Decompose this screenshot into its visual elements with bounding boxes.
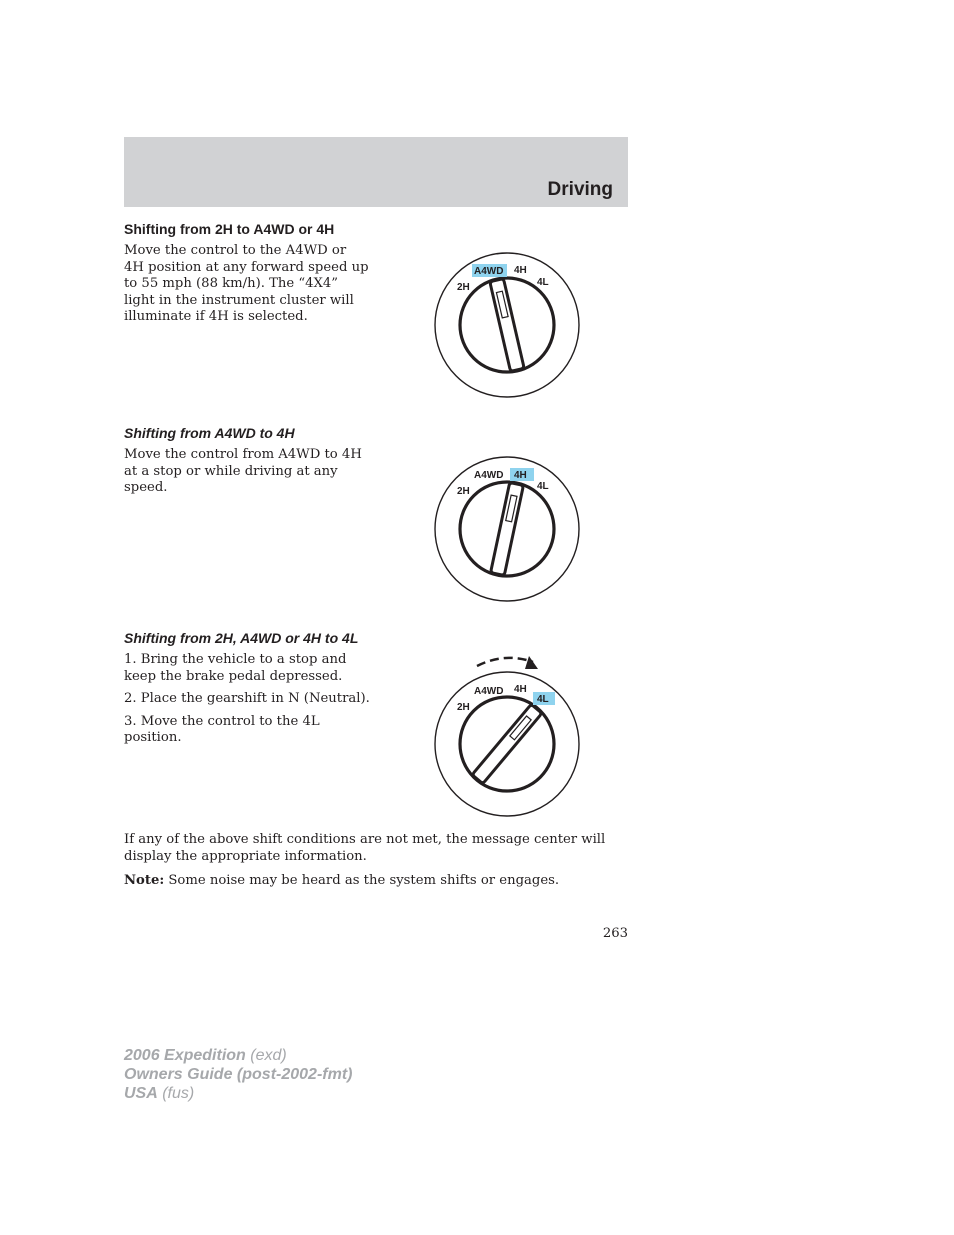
text-line: If any of the above shift conditions are not met, the message center will: [124, 832, 606, 847]
footer-region: USA: [124, 1085, 158, 1102]
text-line: to 55 mph (88 km/h). The “4X4”: [124, 276, 339, 291]
footer-guide: Owners Guide (post-2002-fmt): [124, 1066, 353, 1083]
transfer-case-dial-a4wd: [430, 248, 590, 403]
page-title: Driving: [547, 179, 613, 200]
section-body: [124, 447, 379, 497]
rotation-arrow: [477, 658, 533, 666]
text-line: keep the brake pedal depressed.: [124, 668, 343, 684]
dial-label-4h: 4H: [514, 684, 527, 695]
arrow-head-icon: [525, 656, 538, 669]
dial-label-a4wd: A4WD: [474, 266, 504, 277]
text-line: display the appropriate information.: [124, 848, 367, 864]
dial-label-a4wd: A4WD: [474, 470, 504, 481]
text-line: 1. Bring the vehicle to a stop and: [124, 652, 347, 667]
text-line: Move the control from A4WD to 4H: [124, 447, 362, 462]
dial-label-2h: 2H: [457, 702, 470, 713]
footer-line-2: [124, 1065, 352, 1084]
section-heading: Shifting from 2H, A4WD or 4H to 4L: [124, 630, 359, 646]
footer-line-1: [124, 1046, 352, 1065]
section-heading: Shifting from A4WD to 4H: [124, 425, 295, 441]
dial-label-4l: 4L: [537, 481, 549, 492]
dial-label-4l: 4L: [537, 694, 549, 705]
transfer-case-dial-4h: [430, 452, 590, 607]
dial-label-4h: 4H: [514, 265, 527, 276]
footer-region-code: (fus): [157, 1085, 195, 1102]
text-line: Move the control to the A4WD or: [124, 243, 347, 258]
note-text: Some noise may be heard as the system shifts or engages.: [164, 873, 560, 888]
header-band: [124, 137, 628, 207]
note-paragraph: [124, 873, 628, 890]
section-body: [124, 243, 379, 326]
dial-label-4l: 4L: [537, 277, 549, 288]
footer-line-3: [124, 1084, 352, 1103]
text-line: speed.: [124, 480, 168, 495]
text-line: 3. Move the control to the 4L: [124, 713, 320, 729]
transfer-case-dial-4l: [430, 650, 590, 822]
text-line: 2. Place the gearshift in N (Neutral).: [124, 691, 370, 706]
text-line: illuminate if 4H is selected.: [124, 309, 308, 324]
text-line: position.: [124, 730, 182, 745]
footer-model-code: (exd): [245, 1047, 287, 1064]
page-number: 263: [602, 926, 628, 941]
text-line: 4H position at any forward speed up: [124, 259, 369, 275]
text-line: at a stop or while driving at any: [124, 463, 338, 479]
note-label: Note:: [124, 873, 165, 888]
closing-paragraph: [124, 832, 628, 865]
dial-label-2h: 2H: [457, 486, 470, 497]
dial-label-a4wd: A4WD: [474, 686, 504, 697]
footer: [124, 1046, 352, 1103]
dial-label-2h: 2H: [457, 282, 470, 293]
text-line: light in the instrument cluster will: [124, 292, 354, 308]
footer-model: 2006 Expedition: [124, 1047, 246, 1064]
section-heading: Shifting from 2H to A4WD or 4H: [124, 221, 335, 237]
step-item: [124, 652, 389, 685]
step-item: [124, 691, 389, 708]
step-item: [124, 714, 389, 747]
dial-label-4h: 4H: [514, 470, 527, 481]
